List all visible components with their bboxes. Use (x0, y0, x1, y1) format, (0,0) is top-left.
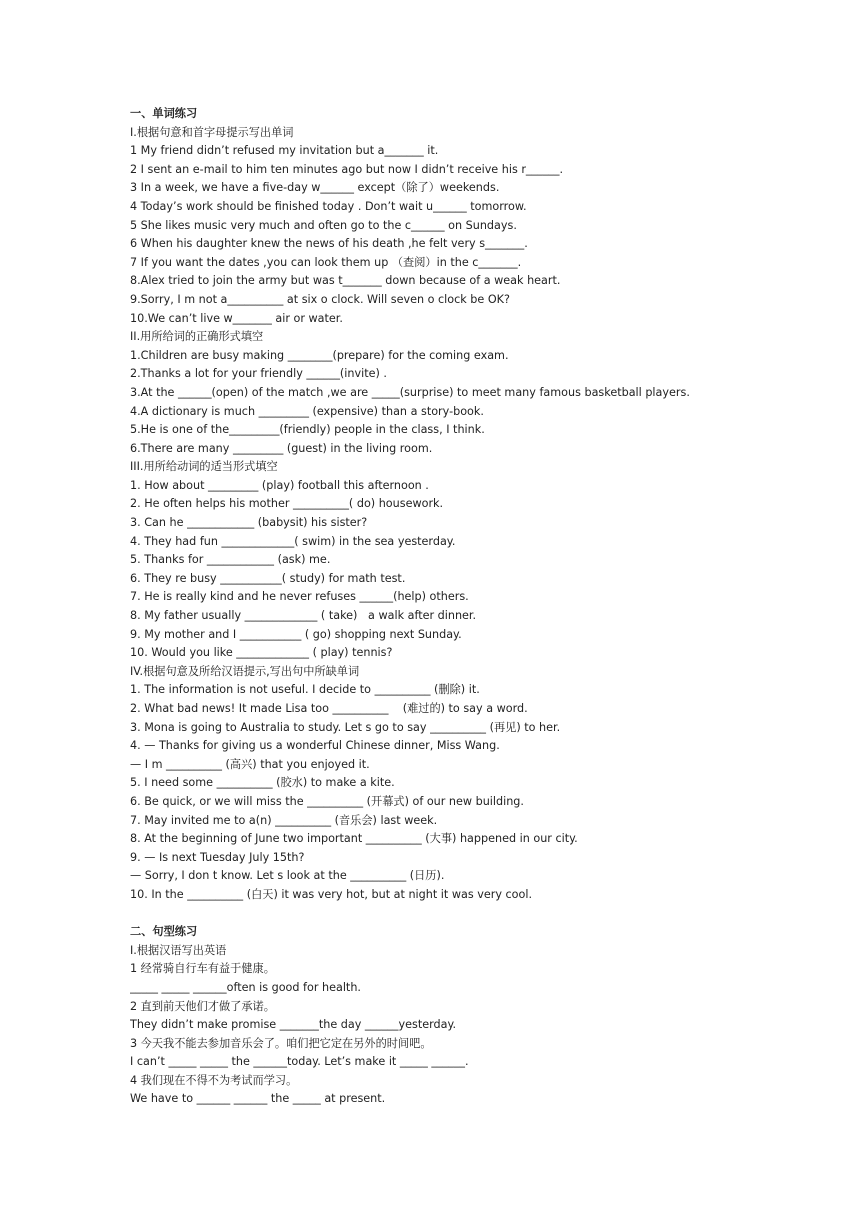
exercise-line: 4 Today’s work should be finished today . Don’t wait u______ tomorrow. (130, 199, 527, 213)
exercise-line: 10. Would you like _____________ ( play) tennis? (130, 646, 393, 660)
worksheet-page (130, 105, 830, 1109)
exercise-line: _____ _____ ______often is good for health. (130, 980, 361, 994)
exercise-line: 2. He often helps his mother __________( do) housework. (130, 497, 444, 511)
exercise-line: 5.He is one of the_________(friendly) people in the class, I think. (130, 423, 485, 437)
exercise-line: 10.We can’t live w_______ air or water. (130, 311, 343, 325)
exercise-line: 6 When his daughter knew the news of his death ,he felt very s_______. (130, 237, 528, 251)
exercise-line: 3. Can he ____________ (babysit) his sister? (130, 516, 368, 530)
exercise-line: 8. My father usually _____________ ( take) a walk after dinner. (130, 609, 477, 623)
exercise-line: I can’t _____ _____ the ______today. Let’s make it _____ ______. (130, 1055, 469, 1069)
exercise-line: 1 经常骑自行车有益于健康。 (130, 962, 275, 976)
part-title: II.用所给词的正确形式填空 (130, 330, 264, 344)
exercise-line: — Sorry, I don t know. Let s look at the __________ (日历). (130, 869, 445, 883)
exercise-line: They didn’t make promise _______the day ______yesterday. (130, 1018, 457, 1032)
exercise-line: 3 今天我不能去参加音乐会了。咱们把它定在另外的时间吧。 (130, 1036, 432, 1050)
exercise-line: 8.Alex tried to join the army but was t_______ down because of a weak heart. (130, 274, 561, 288)
exercise-line: 2 I sent an e-mail to him ten minutes ago but now I didn’t receive his r______. (130, 162, 564, 176)
exercise-line: 6.There are many _________ (guest) in the living room. (130, 441, 433, 455)
section-title: 二、句型练习 (130, 925, 198, 939)
exercise-line: 7. May invited me to a(n) __________ (音乐会) last week. (130, 813, 438, 827)
exercise-line: We have to ______ ______ the _____ at present. (130, 1092, 386, 1106)
part-title: I.根据汉语写出英语 (130, 943, 227, 957)
exercise-line: 4.A dictionary is much _________ (expensive) than a story-book. (130, 404, 484, 418)
exercise-line: 2 直到前天他们才做了承诺。 (130, 999, 275, 1013)
exercise-line: 5. Thanks for ____________ (ask) me. (130, 553, 331, 567)
exercise-line: 7 If you want the dates ,you can look them up （查阅）in the c_______. (130, 255, 522, 269)
exercise-line: — I m __________ (高兴) that you enjoyed it. (130, 757, 370, 771)
exercise-line: 1.Children are busy making ________(prepare) for the coming exam. (130, 348, 509, 362)
exercise-line: 5 She likes music very much and often go to the c______ on Sundays. (130, 218, 517, 232)
exercise-line: 9.Sorry, I m not a__________ at six o clock. Will seven o clock be OK? (130, 292, 510, 306)
exercise-line: 4 我们现在不得不为考试而学习。 (130, 1073, 298, 1087)
exercise-line: 4. They had fun _____________( swim) in the sea yesterday. (130, 534, 456, 548)
exercise-line: 8. At the beginning of June two important __________ (大事) happened in our city. (130, 832, 578, 846)
exercise-line: 9. My mother and I ___________ ( go) shopping next Sunday. (130, 627, 462, 641)
exercise-line: 3 In a week, we have a five-day w______ except（除了）weekends. (130, 181, 500, 195)
exercise-line: 5. I need some __________ (胶水) to make a kite. (130, 776, 395, 790)
exercise-line: 6. Be quick, or we will miss the __________ (开幕式) of our new building. (130, 794, 524, 808)
section-spacer (130, 905, 830, 924)
section-title: 一、单词练习 (130, 107, 198, 120)
part-title: IV.根据句意及所给汉语提示,写出句中所缺单词 (130, 664, 360, 678)
part-title: III.用所给动词的适当形式填空 (130, 460, 278, 474)
exercise-line: 6. They re busy ___________( study) for math test. (130, 571, 406, 585)
part-title: I.根据句意和首字母提示写出单词 (130, 125, 294, 139)
exercise-line: 7. He is really kind and he never refuses ______(help) others. (130, 590, 469, 604)
exercise-line: 1. How about _________ (play) football this afternoon . (130, 478, 429, 492)
exercise-line: 4. — Thanks for giving us a wonderful Chinese dinner, Miss Wang. (130, 739, 500, 753)
exercise-line: 1. The information is not useful. I decide to __________ (删除) it. (130, 683, 480, 697)
exercise-line: 1 My friend didn’t refused my invitation but a_______ it. (130, 144, 439, 158)
exercise-line: 3.At the ______(open) of the match ,we are _____(surprise) to meet many famous basketball players. (130, 385, 690, 399)
exercise-line: 2.Thanks a lot for your friendly ______(invite) . (130, 367, 387, 381)
exercise-line: 9. — Is next Tuesday July 15th? (130, 850, 305, 864)
exercise-line: 10. In the __________ (白天) it was very hot, but at night it was very cool. (130, 887, 533, 901)
exercise-line: 2. What bad news! It made Lisa too __________ (难过的) to say a word. (130, 702, 528, 715)
exercise-line: 3. Mona is going to Australia to study. Let s go to say __________ (再见) to her. (130, 720, 561, 734)
